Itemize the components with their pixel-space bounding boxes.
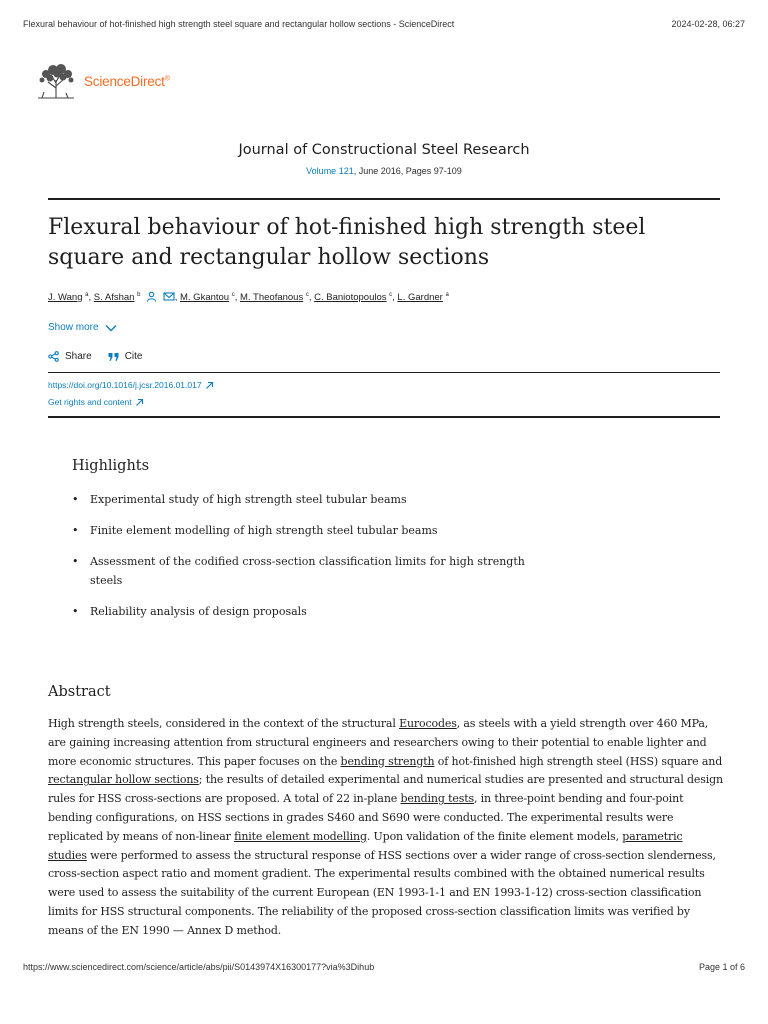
author-affiliation: c [389, 291, 393, 298]
meta-rule-top [48, 372, 720, 373]
email-icon[interactable] [163, 291, 175, 302]
author-link[interactable]: L. Gardner [397, 292, 443, 303]
rectangular-hollow-sections-link[interactable]: rectangular hollow sections [48, 773, 199, 787]
author-affiliation: c [231, 291, 235, 298]
rights-link[interactable] [48, 397, 144, 407]
doi-text: https://doi.org/10.1016/j.jcsr.2016.01.017 [48, 380, 202, 390]
volume-line [0, 166, 768, 176]
author-affiliation: a [445, 291, 449, 298]
parametric-studies-link[interactable]: parametric studies [48, 829, 683, 862]
bullet: • [72, 524, 79, 537]
print-page-title: Flexural behaviour of hot-finished high strength steel square and rectangular hollow sections - ScienceDirect [23, 19, 455, 29]
print-page-number: Page 1 of 6 [698, 962, 745, 972]
highlight-item: • Reliability analysis of design proposals [72, 602, 542, 621]
bending-tests-link[interactable]: bending tests [400, 792, 474, 806]
elsevier-tree-icon [34, 62, 78, 100]
bending-strength-link[interactable]: bending strength [340, 754, 435, 768]
rights-text: Get rights and content [48, 397, 132, 407]
author-link[interactable]: J. Wang [48, 292, 83, 303]
print-header [23, 19, 745, 29]
share-button[interactable] [48, 351, 92, 362]
show-more-button[interactable] [48, 322, 117, 333]
print-datetime: 2024-02-28, 06:27 [671, 19, 745, 29]
external-link-icon [135, 398, 144, 407]
highlights-heading: Highlights [72, 458, 150, 474]
highlight-item: • Experimental study of high strength steel tubular beams [72, 490, 542, 509]
author-list: J. Wang $^a$, S. Afshan $^b$ , M. Gkantou $^c$, M. Theofanous $^c$, C. Baniotopoulos $^c$, L. Gardner $^a$ [48, 291, 449, 303]
share-icon [48, 351, 59, 362]
volume-link[interactable]: Volume 121 [306, 166, 354, 176]
external-link-icon [205, 381, 214, 390]
quote-icon [108, 352, 119, 362]
person-icon[interactable] [146, 291, 157, 302]
bullet: • [72, 605, 79, 618]
author-link[interactable]: C. Baniotopoulos [314, 292, 387, 303]
highlights-list [72, 490, 542, 633]
highlight-item: • Finite element modelling of high strength steel tubular beams [72, 521, 542, 540]
meta-rule-bottom [48, 416, 720, 418]
journal-name[interactable]: Journal of Constructional Steel Research [238, 142, 530, 158]
abstract-text: High strength steels, considered in the context of the structural Eurocodes, as steels with a yield strength over 460 MPa, are gaining increasing attention from structural engineers and researchers owing to their potential to enable lighter and more economic structures. This paper focuses on the bending strength of hot-finished high strength steel (HSS) square and rectangular hollow sections; the results of detailed experimental and numerical studies are presented and structural design rules for HSS cross-sections are proposed. A total of 22 in-plane bending tests, in three-point bending and four-point bending configurations, on HSS sections in grades S460 and S690 were conducted. The experimental results were replicated by means of non-linear finite element modelling. Upon validation of the finite element models, parametric studies were performed to assess the structural response of HSS sections over a wider range of cross-section slenderness, cross-section aspect ratio and moment gradient. The experimental results combined with the obtained numerical results were used to assess the suitability of the current European (EN 1993-1-1 and EN 1993-1-12) cross-section classification limits for HSS structural components. The reliability of the proposed cross-section classification limits was verified by means of the EN 1990 — Annex D method. [48, 717, 723, 937]
author-affiliation: a [85, 291, 89, 298]
eurocodes-link[interactable]: Eurocodes [399, 717, 457, 730]
print-footer [23, 962, 745, 972]
cite-label: Cite [124, 351, 143, 362]
share-label: Share [65, 351, 92, 362]
author-link[interactable]: S. Afshan [93, 292, 135, 303]
bullet: • [72, 493, 79, 506]
volume-details: , June 2016, Pages 97-109 [353, 166, 462, 176]
highlight-item: • Assessment of the codified cross-section classification limits for high strength steels [72, 552, 542, 590]
show-more-label: Show more [48, 322, 99, 333]
author-affiliation: c [305, 291, 309, 298]
chevron-down-icon [105, 324, 117, 332]
header-rule [48, 198, 720, 200]
cite-button[interactable] [108, 351, 143, 362]
sciencedirect-wordmark: ScienceDirect® [84, 73, 170, 89]
print-url: https://www.sciencedirect.com/science/article/abs/pii/S0143974X16300177?via%3Dihub [23, 962, 375, 972]
article-title: Flexural behaviour of hot-finished high strength steel square and rectangular hollow sections [48, 215, 646, 270]
doi-link[interactable] [48, 380, 214, 390]
bullet: • [72, 555, 79, 568]
author-link[interactable]: M. Gkantou [179, 292, 230, 303]
author-link[interactable]: M. Theofanous [240, 292, 304, 303]
article-actions [48, 351, 158, 362]
sciencedirect-logo[interactable] [34, 62, 170, 100]
finite-element-modelling-link[interactable]: finite element modelling [234, 829, 367, 843]
author-affiliation: b [137, 291, 141, 298]
abstract-heading: Abstract [48, 684, 111, 700]
